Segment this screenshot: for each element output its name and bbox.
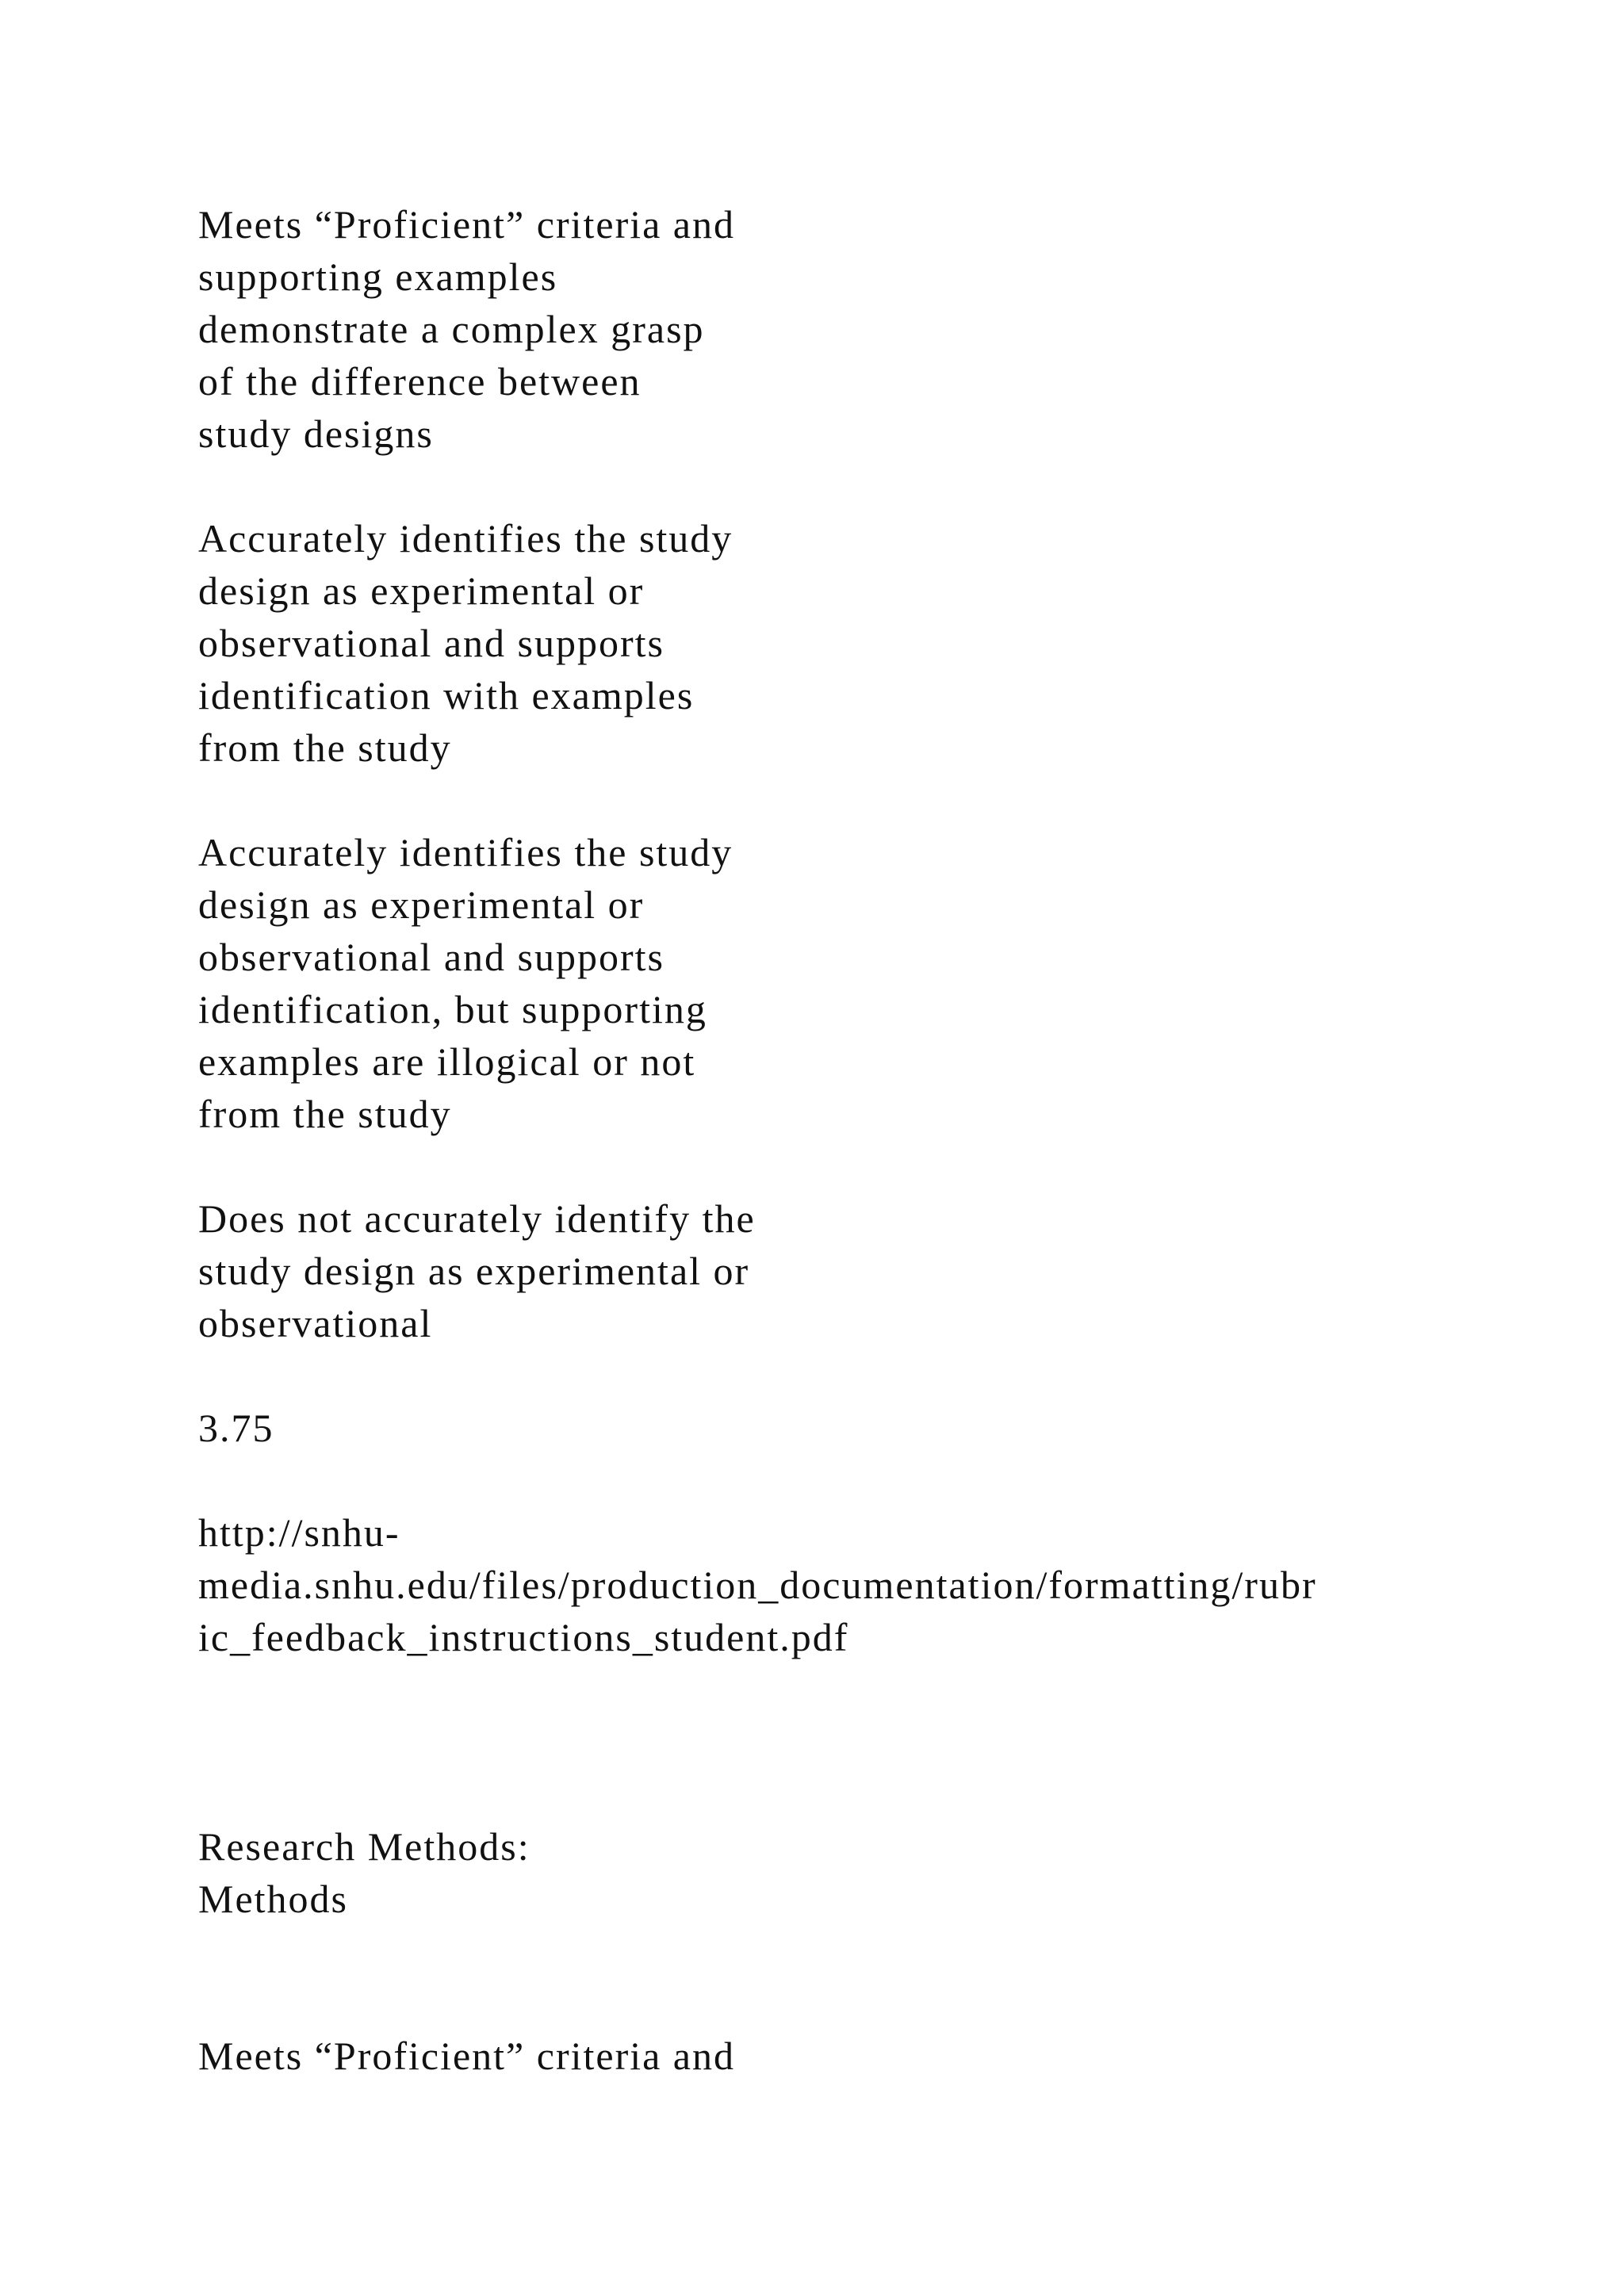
criterion-value xyxy=(198,1402,274,1454)
text-line: observational and supports xyxy=(198,621,665,665)
text-line: of the difference between xyxy=(198,359,642,404)
exemplary-criteria-text xyxy=(198,2030,735,2082)
text-line: Research Methods: xyxy=(198,1824,530,1869)
rubric-url-text xyxy=(198,1506,1317,1663)
exemplary-criteria-text xyxy=(198,198,735,460)
text-line: identification, but supporting xyxy=(198,987,707,1031)
text-line: Meets “Proficient” criteria and xyxy=(198,2034,735,2078)
proficient-criteria-text xyxy=(198,512,733,774)
section-heading xyxy=(198,1820,530,1925)
text-line: study design as experimental or xyxy=(198,1249,750,1293)
text-line: Meets “Proficient” criteria and xyxy=(198,202,735,247)
not-evident-criteria-text xyxy=(198,1192,756,1349)
text-line: Accurately identifies the study xyxy=(198,516,733,561)
text-line: ic_feedback_instructions_student.pdf xyxy=(198,1615,849,1659)
text-line: identification with examples xyxy=(198,673,695,718)
text-line: examples are illogical or not xyxy=(198,1039,696,1084)
text-line: from the study xyxy=(198,725,452,770)
text-line: Does not accurately identify the xyxy=(198,1196,756,1241)
text-line: observational and supports xyxy=(198,935,665,979)
text-line: supporting examples xyxy=(198,254,558,299)
text-line: study designs xyxy=(198,411,434,456)
text-line: 3.75 xyxy=(198,1406,274,1450)
text-line: from the study xyxy=(198,1092,452,1136)
text-line: design as experimental or xyxy=(198,568,645,613)
text-line: design as experimental or xyxy=(198,882,645,927)
text-line: Methods xyxy=(198,1877,348,1921)
text-line: media.snhu.edu/files/production_documentation/formatting/rubr xyxy=(198,1563,1317,1607)
text-line: observational xyxy=(198,1301,433,1345)
text-line: Accurately identifies the study xyxy=(198,830,733,874)
text-line: http://snhu- xyxy=(198,1510,400,1555)
needs-improvement-criteria-text xyxy=(198,826,733,1140)
text-line: demonstrate a complex grasp xyxy=(198,307,705,351)
